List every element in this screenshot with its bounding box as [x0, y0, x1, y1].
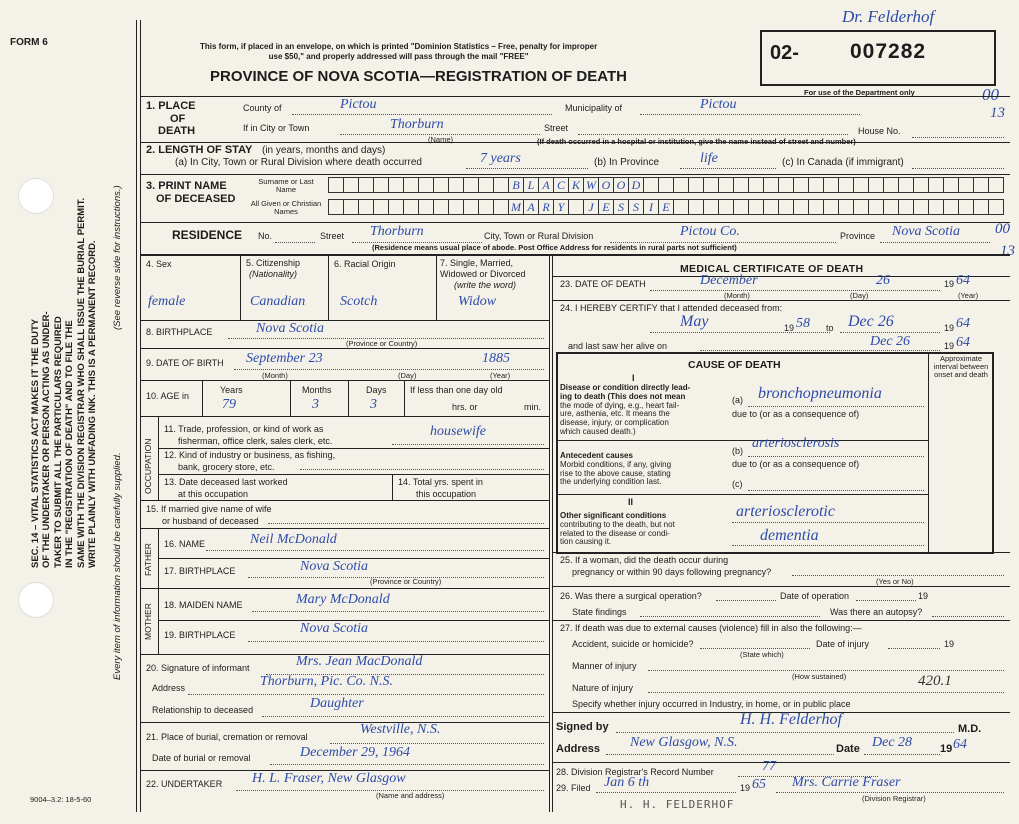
- due-to-a: due to (or as a consequence of): [732, 409, 860, 419]
- letter-box: [418, 177, 434, 193]
- dob-year: 1885: [482, 351, 510, 366]
- stay-a-value: 7 years: [480, 151, 521, 166]
- letter-box: [463, 199, 479, 215]
- md-label: M.D.: [958, 723, 982, 735]
- house-no-label: House No.: [858, 126, 901, 136]
- q24-label: 24. I HEREBY CERTIFY that I attended deceased from:: [560, 303, 783, 313]
- q26-label: 26. Was there a surgical operation?: [560, 591, 702, 601]
- rule: [140, 96, 1010, 97]
- citizenship-label: 5. Citizenship (Nationality): [246, 258, 301, 279]
- letter-box: [328, 177, 344, 193]
- letter-box: [478, 199, 494, 215]
- q24-to-year-prefix: 19: [944, 323, 955, 333]
- letter-box: [658, 177, 674, 193]
- cause-b-prefix: (b): [732, 446, 743, 456]
- autopsy-label: Was there an autopsy?: [830, 607, 923, 617]
- residence-street-value: Thorburn: [370, 224, 424, 239]
- letter-box: [883, 177, 899, 193]
- residence-city-label: City, Town or Rural Division: [484, 231, 594, 241]
- q15-label: 15. If married give name of wife or husband of deceased: [146, 504, 272, 526]
- city-town-value: Thorburn: [390, 117, 444, 132]
- sex-label: 4. Sex: [146, 259, 172, 269]
- letter-box: [418, 199, 434, 215]
- punch-hole: [18, 582, 54, 618]
- classification-code: 420.1: [918, 673, 952, 689]
- letter-box: [958, 177, 974, 193]
- letter-box: B: [508, 177, 524, 193]
- letter-box: [778, 177, 794, 193]
- letter-box: [988, 177, 1004, 193]
- q23-month: December: [700, 273, 758, 288]
- q12-label: 12. Kind of industry or business, as fishing, bank, grocery store, etc.: [164, 450, 336, 472]
- q23-year-caption: (Year): [958, 291, 979, 300]
- residence-label: RESIDENCE: [172, 228, 243, 242]
- manner-label: Manner of injury: [572, 661, 637, 671]
- q14-label: 14. Total yrs. spent in this occupation: [398, 477, 483, 499]
- birthplace-caption: (Province or Country): [346, 339, 418, 348]
- residence-province-value: Nova Scotia: [892, 224, 961, 239]
- margin-code: 13: [1000, 243, 1015, 259]
- letter-box: [913, 177, 929, 193]
- letter-box: [448, 199, 464, 215]
- letter-box: [433, 177, 449, 193]
- relationship-label: Relationship to deceased: [152, 705, 254, 715]
- burial-place-value: Westville, N.S.: [360, 722, 441, 737]
- letter-box: [973, 177, 989, 193]
- cert-year: 64: [953, 737, 967, 752]
- roman-one: I: [632, 373, 635, 383]
- letter-box: [808, 199, 824, 215]
- occupation-value: housewife: [430, 424, 486, 439]
- city-town-label: If in City or Town: [243, 123, 310, 133]
- operation-year-prefix: 19: [918, 591, 929, 601]
- letter-box: [463, 177, 479, 193]
- residence-city-value: Pictou Co.: [680, 224, 740, 239]
- given-label: All Given or Christian Names: [250, 199, 322, 217]
- dob-year-caption: (Year): [490, 371, 511, 380]
- rule: [140, 174, 1010, 175]
- racial-value: Scotch: [340, 294, 378, 309]
- surname-boxes: [328, 177, 1003, 193]
- letter-box: [868, 199, 884, 215]
- q11-label: 11. Trade, profession, or kind of work as fisherman, office clerk, sales clerk, etc.: [164, 424, 333, 446]
- county-value: Pictou: [340, 97, 377, 112]
- informant-address-value: Thorburn, Pic. Co. N.S.: [260, 674, 394, 689]
- side-note-reverse: (See reverse side for instructions.): [112, 185, 123, 330]
- letter-box: [358, 177, 374, 193]
- letter-box: [403, 177, 419, 193]
- q27-label: 27. If death was due to external causes (violence) fill in also the following:—: [560, 623, 862, 633]
- citizenship-value: Canadian: [250, 294, 306, 309]
- mother-birthplace-label: 19. BIRTHPLACE: [164, 630, 236, 640]
- reg-prefix: 02-: [770, 42, 799, 64]
- letter-box: [493, 177, 509, 193]
- letter-box: [958, 199, 974, 215]
- letter-box: [883, 199, 899, 215]
- letter-box: [808, 177, 824, 193]
- letter-box: [688, 177, 704, 193]
- date-of-injury: Date of injury: [816, 639, 870, 649]
- marital-value: Widow: [458, 294, 497, 309]
- letter-box: [673, 199, 689, 215]
- burial-date-label: Date of burial or removal: [152, 753, 251, 763]
- how-sustained: (How sustained): [792, 672, 847, 681]
- form-number: FORM 6: [10, 37, 48, 48]
- given-boxes: [328, 199, 1003, 215]
- letter-box: C: [553, 177, 569, 193]
- side-instructions: SEC. 14 – VITAL STATISTICS ACT MAKES IT THE DUTY OF THE UNDERTAKER OR PERSON ACTING AS UNDER- TAKER TO SUBMIT ALL THE PARTICULARS REQUIRED IN THE "REGISTRATION OF DEATH" AND TO FILE THE SAME WITH THE DIVISION REGISTRAR WHO SHALL ISSUE THE BURIAL PERMIT. WRITE PLAINLY WITH UNFADING INK. THIS IS A PERMANENT RECORD.: [30, 197, 98, 568]
- medical-header: MEDICAL CERTIFICATE OF DEATH: [680, 263, 864, 275]
- rule: [140, 222, 1010, 223]
- stay-a-label: (a) In City, Town or Rural Division where death occurred: [175, 157, 422, 168]
- birthplace-label: 8. BIRTHPLACE: [146, 327, 213, 337]
- letter-box: [343, 199, 359, 215]
- letter-box: E: [598, 199, 614, 215]
- other-condition-2: dementia: [760, 527, 819, 544]
- q29-year: 65: [752, 777, 766, 792]
- letter-box: [823, 199, 839, 215]
- letter-box: [403, 199, 419, 215]
- cert-date-label: Date: [836, 743, 860, 755]
- hospital-note: (If death occurred in a hospital or institution, give the name instead of street and number): [537, 137, 856, 146]
- letter-box: [568, 199, 584, 215]
- residence-note: (Residence means usual place of abode. Post Office Address for residents in rural parts not sufficient): [372, 243, 737, 252]
- letter-box: [433, 199, 449, 215]
- letter-box: [373, 177, 389, 193]
- letter-box: [853, 199, 869, 215]
- years-label: Years: [220, 385, 243, 395]
- letter-box: [943, 199, 959, 215]
- cause-a-value: bronchopneumonia: [758, 385, 882, 402]
- letter-box: [478, 177, 494, 193]
- days-value: 3: [370, 397, 377, 412]
- letter-box: [973, 199, 989, 215]
- min-label: min.: [524, 402, 542, 412]
- father-name-label: 16. NAME: [164, 539, 206, 549]
- letter-box: [838, 177, 854, 193]
- q23-day-caption: (Day): [850, 291, 869, 300]
- undertaker-value: H. L. Fraser, New Glasgow: [252, 771, 406, 786]
- occupation-vertical-label: OCCUPATION: [143, 438, 153, 494]
- q25-yes-no: (Yes or No): [876, 577, 914, 586]
- letter-box: D: [628, 177, 644, 193]
- letter-box: K: [568, 177, 584, 193]
- months-value: 3: [312, 397, 319, 412]
- q29-label: 29. Filed: [556, 783, 591, 793]
- q23-year: 64: [956, 273, 970, 288]
- q13-label: 13. Date deceased last worked at this occupation: [164, 477, 288, 499]
- father-vertical-label: FATHER: [143, 543, 153, 576]
- letter-box: [898, 177, 914, 193]
- q28-label: 28. Division Registrar's Record Number: [556, 767, 714, 777]
- relationship-value: Daughter: [310, 696, 364, 711]
- mother-birthplace-value: Nova Scotia: [300, 621, 369, 636]
- cert-address-label: Address: [556, 743, 601, 755]
- disease-label: Disease or condition directly lead- ing to death (This does not mean the mode of dying, e.g., heart fail- ure, asthenia, etc. It means the disease, injury, or complication which caused death.): [560, 383, 691, 436]
- q24-last: Dec 26: [870, 334, 911, 349]
- letter-box: [703, 177, 719, 193]
- cert-date-value: Dec 28: [872, 735, 913, 750]
- stay-c-label: (c) In Canada (if immigrant): [782, 157, 904, 168]
- q29-year-prefix: 19: [740, 783, 751, 793]
- stay-sub: (in years, months and days): [262, 145, 386, 156]
- cert-address-value: New Glasgow, N.S.: [630, 735, 738, 750]
- letter-box: [748, 199, 764, 215]
- reg-number: 007282: [850, 40, 927, 63]
- letter-box: [898, 199, 914, 215]
- years-value: 79: [222, 397, 236, 412]
- letter-box: [733, 199, 749, 215]
- accident-label: Accident, suicide or homicide?: [572, 639, 694, 649]
- q24-to-label: to: [826, 323, 834, 333]
- mail-note: This form, if placed in an envelope, on which is printed "Dominion Statistics – Free, penalty for improper use $50," and properly addressed will pass through the mail "FREE": [200, 42, 598, 61]
- municipality-value: Pictou: [700, 97, 737, 112]
- q23-label: 23. DATE OF DEATH: [560, 279, 646, 289]
- antecedent-label: Antecedent causes Morbid conditions, if any, giving rise to the above cause, stating the underlying condition last.: [560, 451, 672, 487]
- letter-box: A: [538, 177, 554, 193]
- letter-box: A: [523, 199, 539, 215]
- letter-box: Y: [553, 199, 569, 215]
- letter-box: [643, 177, 659, 193]
- father-birthplace-caption: (Province or Country): [370, 577, 442, 586]
- q24-to-year: 64: [956, 316, 970, 331]
- q28-value: 77: [762, 759, 776, 774]
- letter-box: [718, 177, 734, 193]
- undertaker-label: 22. UNDERTAKER: [146, 779, 223, 789]
- stay-label: 2. LENGTH OF STAY: [146, 144, 253, 156]
- q29-value: Jan 6 th: [604, 775, 650, 790]
- letter-box: [793, 199, 809, 215]
- other-condition-1: arteriosclerotic: [736, 503, 835, 520]
- letter-box: [943, 177, 959, 193]
- letter-box: [928, 177, 944, 193]
- q24-last-year-prefix: 19: [944, 341, 955, 351]
- letter-box: [733, 177, 749, 193]
- cause-header: CAUSE OF DEATH: [688, 359, 781, 371]
- letter-box: [328, 199, 344, 215]
- informant-address-label: Address: [152, 683, 186, 693]
- informant-sig-label: 20. Signature of informant: [146, 663, 250, 673]
- letter-box: [493, 199, 509, 215]
- q24-from: May: [680, 313, 709, 330]
- signed-label: Signed by: [556, 721, 609, 733]
- days-label: Days: [366, 385, 387, 395]
- state-which: (State which): [740, 650, 784, 659]
- q24-last-label: and last saw her alive on: [568, 341, 668, 351]
- cause-c-prefix: (c): [732, 479, 743, 489]
- other-conditions-label: Other significant conditions contributing to the death, but not related to the disease or condi- tion causing it.: [560, 511, 675, 547]
- residence-no-label: No.: [258, 231, 273, 241]
- q23-month-caption: (Month): [724, 291, 750, 300]
- top-signature: Dr. Felderhof: [842, 7, 935, 26]
- registrar-value: Mrs. Carrie Fraser: [792, 775, 901, 790]
- dob-month-caption: (Month): [262, 371, 288, 380]
- residence-street-label: Street: [320, 231, 345, 241]
- months-label: Months: [302, 385, 332, 395]
- informant-sig-value: Mrs. Jean MacDonald: [296, 654, 423, 669]
- state-findings: State findings: [572, 607, 627, 617]
- letter-box: M: [508, 199, 524, 215]
- letter-box: [823, 177, 839, 193]
- nature-label: Nature of injury: [572, 683, 634, 693]
- q24-last-year: 64: [956, 335, 970, 350]
- side-note-careful: Every item of information should be carefully supplied.: [112, 452, 123, 680]
- print-name-label: 3. PRINT NAME OF DECEASED: [146, 180, 236, 206]
- letter-box: [763, 177, 779, 193]
- letter-box: R: [538, 199, 554, 215]
- age-label: 10. AGE in: [146, 391, 190, 401]
- center-divider-2: [552, 254, 553, 812]
- date-of-operation: Date of operation: [780, 591, 850, 601]
- name-caption: (Name): [428, 135, 454, 144]
- letter-box: [373, 199, 389, 215]
- center-divider: [549, 254, 550, 812]
- letter-box: [718, 199, 734, 215]
- letter-box: [448, 177, 464, 193]
- municipality-label: Municipality of: [565, 103, 623, 113]
- cause-a-prefix: (a): [732, 395, 743, 405]
- form-title: PROVINCE OF NOVA SCOTIA—REGISTRATION OF DEATH: [210, 68, 627, 85]
- letter-box: [778, 199, 794, 215]
- undertaker-caption: (Name and address): [376, 791, 445, 800]
- place-label: 1. PLACE OF DEATH: [146, 100, 196, 138]
- dob-label: 9. DATE OF BIRTH: [146, 358, 224, 368]
- stay-b-value: life: [700, 151, 718, 166]
- letter-box: O: [598, 177, 614, 193]
- q24-to: Dec 26: [848, 313, 894, 330]
- letter-box: S: [613, 199, 629, 215]
- signed-value: H. H. Felderhof: [740, 711, 842, 728]
- margin-code: 00: [995, 221, 1010, 237]
- q24-from-year-prefix: 19: [784, 323, 795, 333]
- racial-label: 6. Racial Origin: [334, 259, 396, 269]
- letter-box: [868, 177, 884, 193]
- roman-two: II: [628, 497, 634, 507]
- letter-box: [703, 199, 719, 215]
- surname-label: Surname or Last Name: [258, 177, 314, 195]
- father-birthplace-value: Nova Scotia: [300, 559, 369, 574]
- letter-box: I: [643, 199, 659, 215]
- rule: [140, 142, 1010, 143]
- letter-box: [358, 199, 374, 215]
- frame-left: [136, 20, 137, 812]
- mother-name-label: 18. MAIDEN NAME: [164, 600, 243, 610]
- letter-box: [928, 199, 944, 215]
- letter-box: [763, 199, 779, 215]
- residence-province-label: Province: [840, 231, 876, 241]
- cert-year-prefix: 19: [940, 743, 953, 755]
- burial-date-value: December 29, 1964: [300, 745, 411, 760]
- letter-box: [673, 177, 689, 193]
- letter-box: J: [583, 199, 599, 215]
- letter-box: W: [583, 177, 599, 193]
- letter-box: [388, 199, 404, 215]
- q24-from-year: 58: [796, 316, 810, 331]
- dob-day-caption: (Day): [398, 371, 417, 380]
- margin-code: 00: [982, 85, 999, 104]
- q23-year-prefix: 19: [944, 279, 955, 289]
- rule: [140, 254, 1010, 256]
- county-label: County of: [243, 103, 282, 113]
- sex-value: female: [148, 294, 186, 309]
- letter-box: [838, 199, 854, 215]
- interval-header: Approximate interval between onset and death: [933, 354, 989, 379]
- physician-stamp: H. H. FELDERHOF: [620, 798, 735, 811]
- letter-box: [688, 199, 704, 215]
- street-label: Street: [544, 123, 569, 133]
- letter-box: L: [523, 177, 539, 193]
- q25-label: 25. If a woman, did the death occur during pregnancy or within 90 days following pregnancy?: [560, 555, 772, 578]
- registrar-caption: (Division Registrar): [862, 794, 926, 803]
- q23-day: 26: [876, 273, 890, 288]
- letter-box: [913, 199, 929, 215]
- burial-place-label: 21. Place of burial, cremation or removal: [146, 732, 308, 742]
- due-to-b: due to (or as a consequence of): [732, 459, 860, 469]
- letter-box: [388, 177, 404, 193]
- father-name-value: Neil McDonald: [250, 532, 337, 547]
- dept-use: For use of the Department only: [804, 88, 915, 97]
- letter-box: [748, 177, 764, 193]
- margin-code: 13: [990, 105, 1005, 121]
- letter-box: [988, 199, 1004, 215]
- stay-b-label: (b) In Province: [594, 157, 660, 168]
- print-code: 9004–3.2: 18-5-60: [30, 795, 92, 804]
- hrs-label: hrs. or: [452, 402, 478, 412]
- mother-vertical-label: MOTHER: [143, 603, 153, 640]
- cause-b-value: arteriosclerosis: [752, 436, 840, 451]
- letter-box: [343, 177, 359, 193]
- letter-box: [853, 177, 869, 193]
- letter-box: O: [613, 177, 629, 193]
- injury-year-prefix: 19: [944, 639, 955, 649]
- letter-box: E: [658, 199, 674, 215]
- letter-box: S: [628, 199, 644, 215]
- letter-box: [793, 177, 809, 193]
- less-than-day-label: If less than one day old: [410, 385, 503, 395]
- dob-value: September 23: [246, 351, 323, 366]
- specify-label: Specify whether injury occurred in Industry, in home, or in public place: [572, 699, 851, 709]
- birthplace-value: Nova Scotia: [256, 321, 325, 336]
- mother-name-value: Mary McDonald: [296, 592, 390, 607]
- father-birthplace-label: 17. BIRTHPLACE: [164, 566, 236, 576]
- marital-label: 7. Single, Married, Widowed or Divorced (write the word): [440, 258, 526, 290]
